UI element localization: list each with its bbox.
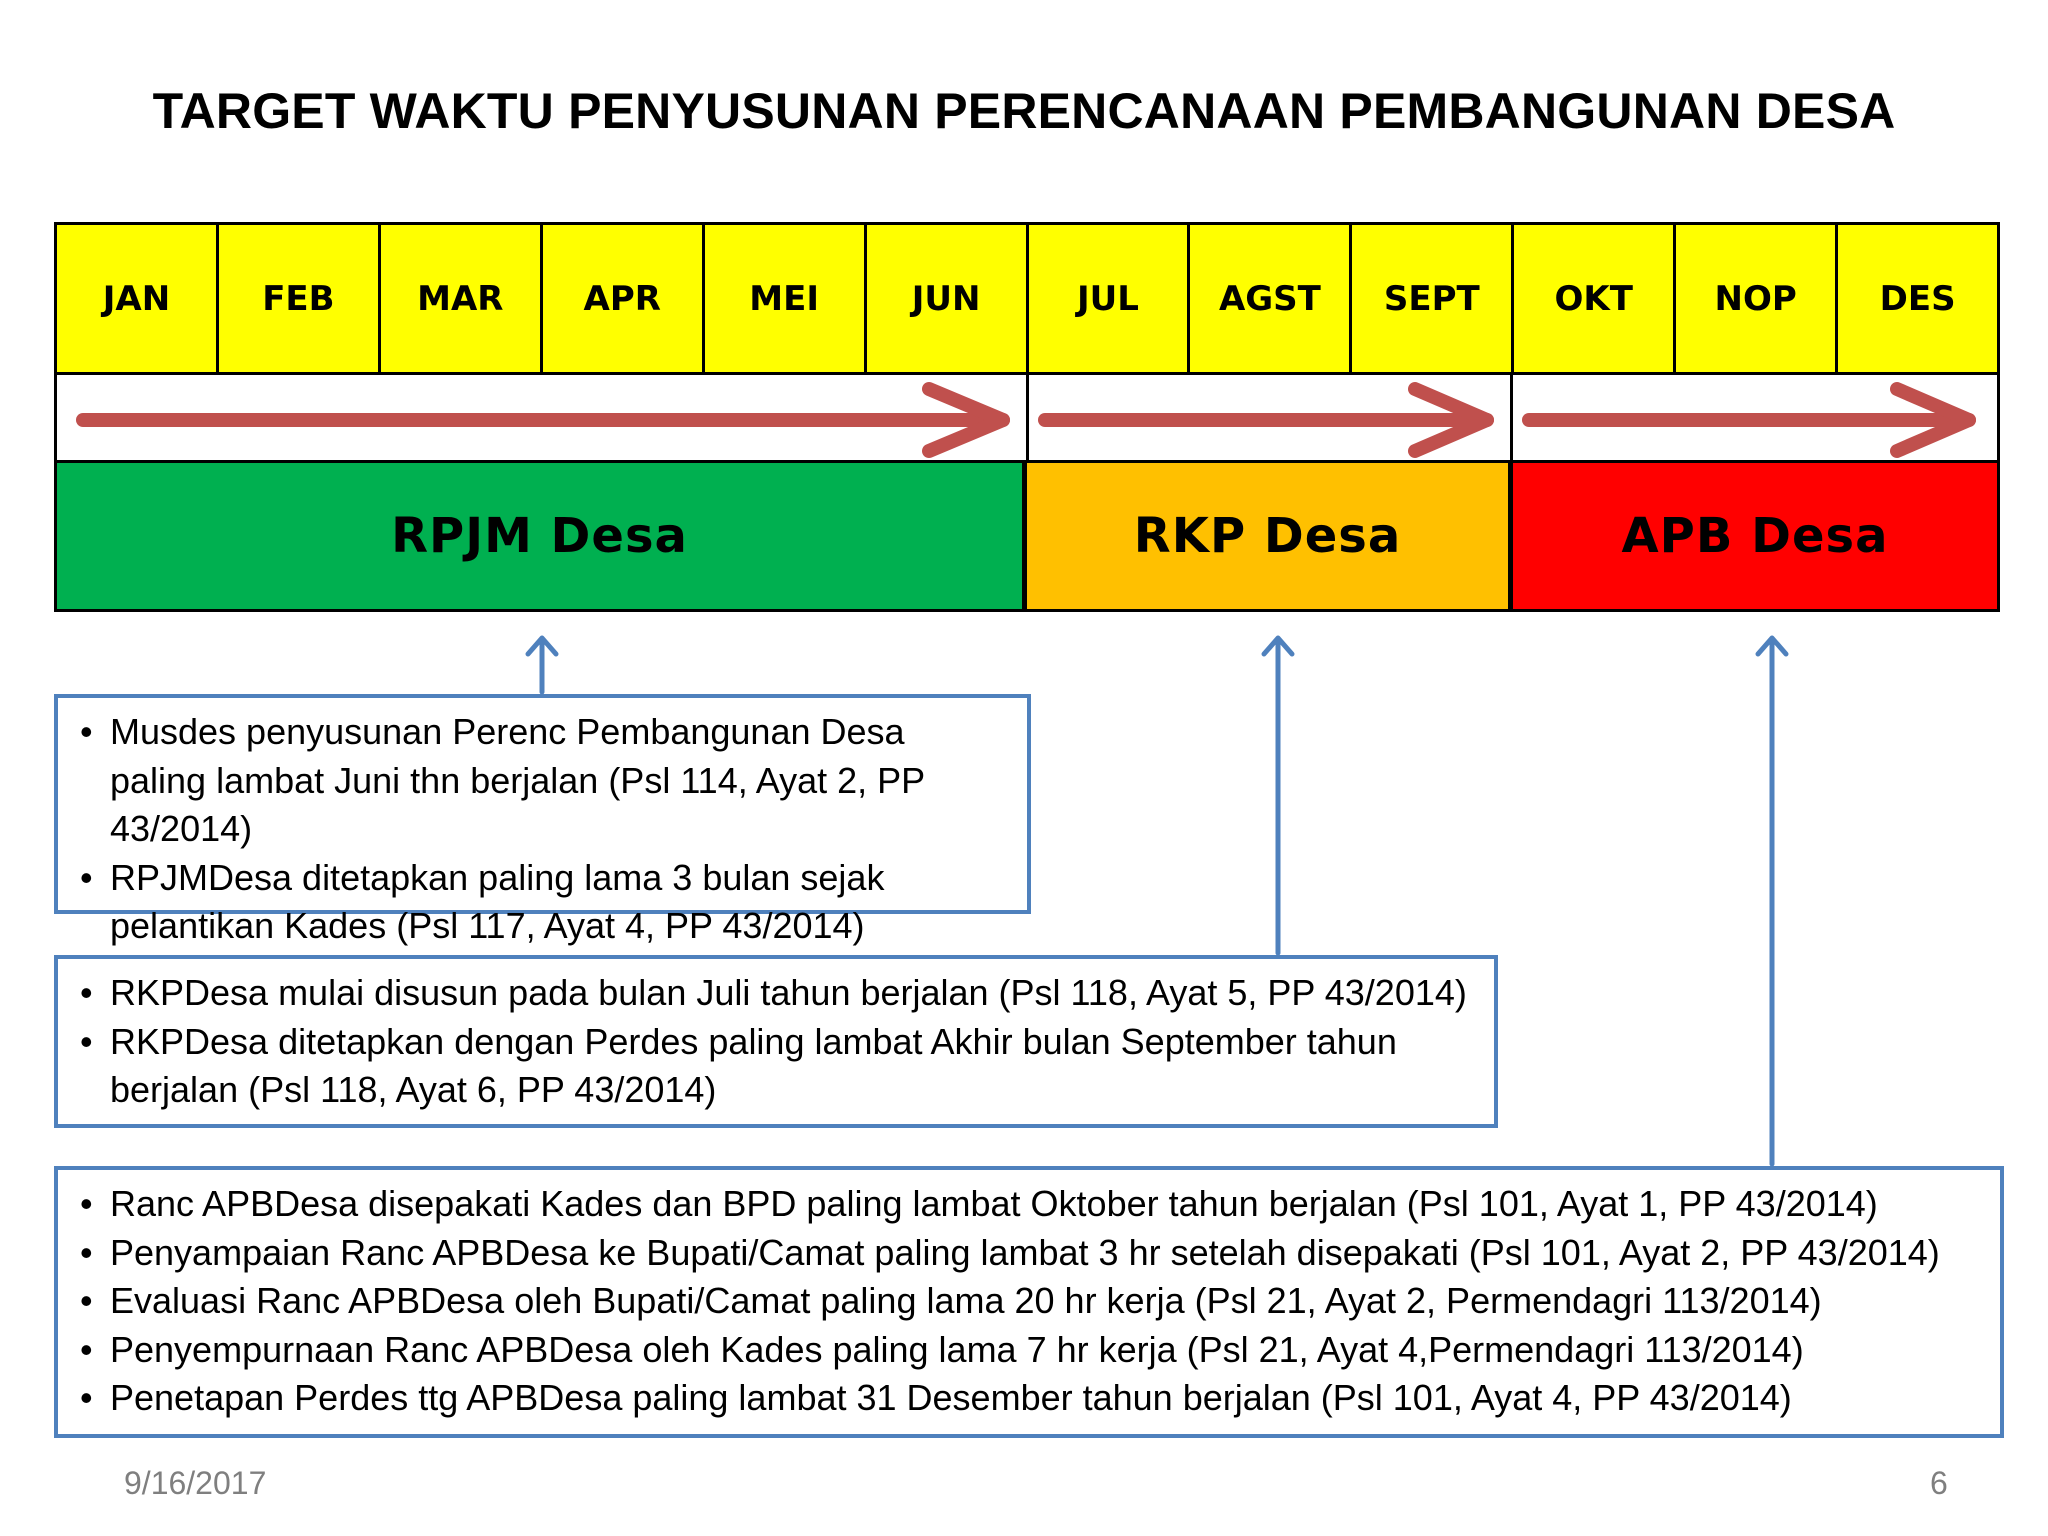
month-mar: MAR — [381, 225, 543, 372]
month-agst: AGST — [1190, 225, 1352, 372]
list-item: • Musdes penyusunan Perenc Pembangunan Desa paling lambat Juni thn berjalan (Psl 114, Ayat 2, PP 43/2014) — [80, 708, 1009, 854]
month-nop: NOP — [1676, 225, 1838, 372]
list-item: • RKPDesa mulai disusun pada bulan Juli tahun berjalan (Psl 118, Ayat 5, PP 43/2014) — [80, 969, 1476, 1018]
month-jan: JAN — [57, 225, 219, 372]
phase-apb-desa: APB Desa — [1513, 463, 1997, 609]
apb-info-box — [54, 1166, 2004, 1438]
month-feb: FEB — [219, 225, 381, 372]
month-jun: JUN — [867, 225, 1029, 372]
month-mei: MEI — [705, 225, 867, 372]
list-item: • RKPDesa ditetapkan dengan Perdes paling lambat Akhir bulan September tahun berjalan (Psl 118, Ayat 6, PP 43/2014) — [80, 1018, 1476, 1115]
list-item: • Evaluasi Ranc APBDesa oleh Bupati/Camat paling lama 20 hr kerja (Psl 21, Ayat 2, Permendagri 113/2014) — [80, 1277, 1982, 1326]
month-jul: JUL — [1029, 225, 1191, 372]
phase-rkp-desa: RKP Desa — [1027, 463, 1513, 609]
phase-rpjm-desa: RPJM Desa — [57, 463, 1027, 609]
month-sept: SEPT — [1352, 225, 1514, 372]
list-item: • Penyampaian Ranc APBDesa ke Bupati/Camat paling lambat 3 hr setelah disepakati (Psl 101, Ayat 2, PP 43/2014) — [80, 1229, 1982, 1278]
list-item: • RPJMDesa ditetapkan paling lama 3 bulan sejak pelantikan Kades (Psl 117, Ayat 4, PP 43/2014) — [80, 854, 1009, 951]
month-des: DES — [1838, 225, 1997, 372]
slide-title: TARGET WAKTU PENYUSUNAN PERENCANAAN PEMBANGUNAN DESA — [152, 83, 1896, 139]
list-item: • Ranc APBDesa disepakati Kades dan BPD paling lambat Oktober tahun berjalan (Psl 101, Ayat 1, PP 43/2014) — [80, 1180, 1982, 1229]
footer-date: 9/16/2017 — [124, 1465, 267, 1501]
rkp-info-box — [54, 955, 1498, 1128]
rpjm-info-box — [54, 694, 1031, 946]
list-item: • Penetapan Perdes ttg APBDesa paling lambat 31 Desember tahun berjalan (Psl 101, Ayat 4, PP 43/2014) — [80, 1374, 1982, 1423]
page-number: 6 — [1930, 1465, 1948, 1501]
list-item: • Penyempurnaan Ranc APBDesa oleh Kades paling lama 7 hr kerja (Psl 21, Ayat 4,Permendagri 113/2014) — [80, 1326, 1982, 1375]
month-okt: OKT — [1514, 225, 1676, 372]
month-apr: APR — [543, 225, 705, 372]
